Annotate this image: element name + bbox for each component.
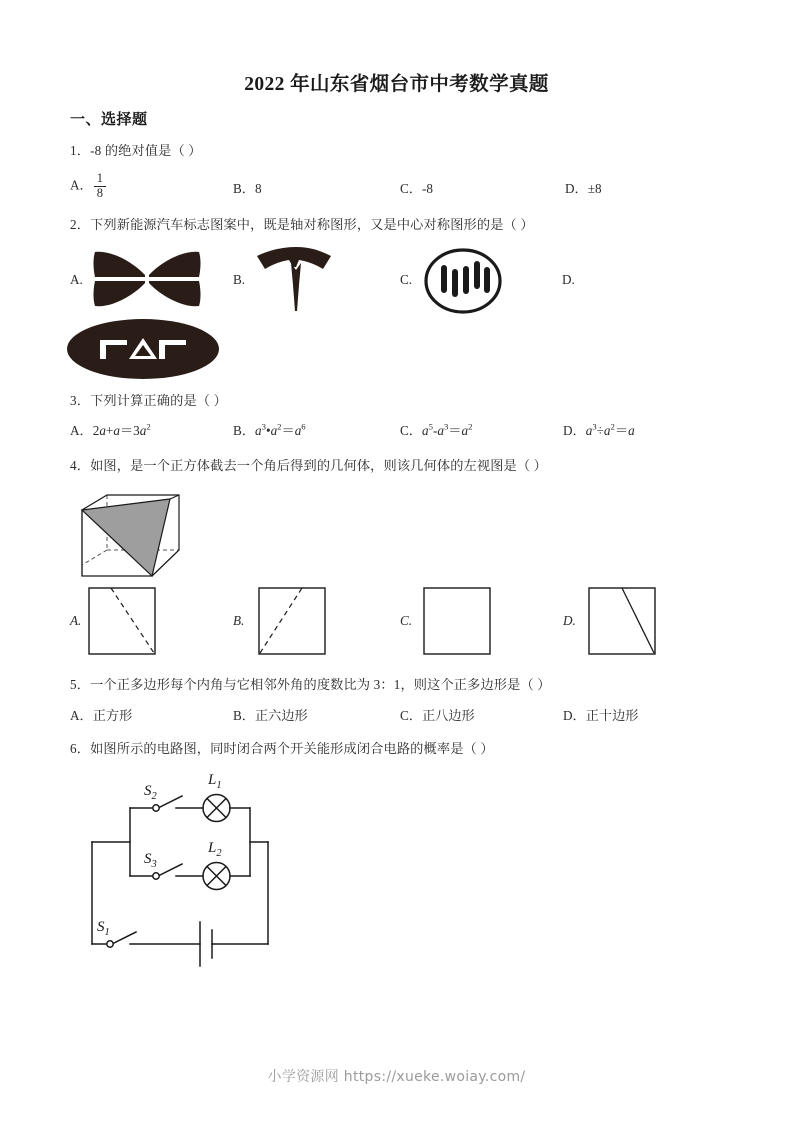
cut-cube-solid bbox=[74, 477, 192, 583]
q4-option-c-label: C. bbox=[400, 613, 413, 628]
q2-option-d-label: D. bbox=[562, 272, 575, 287]
q3-option-b: B．$a^3•a^2=a^6$ bbox=[233, 421, 306, 438]
q2-option-b-label: B. bbox=[233, 272, 246, 287]
page-title: 2022 年山东省烟台市中考数学真题 bbox=[244, 74, 549, 95]
square-dashed-diagonal-up bbox=[258, 587, 326, 655]
fraction-denominator: 8 bbox=[94, 186, 106, 201]
circle-bars-logo bbox=[423, 248, 503, 314]
q4-option-b-label: B. bbox=[233, 613, 245, 628]
circuit-label-L1: $L_1$ bbox=[208, 772, 222, 791]
circuit-label-S3: $S_3$ bbox=[144, 851, 157, 870]
q5-option-b: B．正六边形 bbox=[233, 708, 308, 723]
question-1-stem: 1．‐8 的绝对值是（ ） bbox=[70, 143, 202, 158]
square-dashed-diagonal-down bbox=[88, 587, 156, 655]
q2-option-c-label: C. bbox=[400, 272, 413, 287]
circuit-diagram bbox=[72, 768, 320, 990]
fraction-numerator: 1 bbox=[96, 171, 103, 185]
question-6-stem: 6．如图所示的电路图，同时闭合两个开关能形成闭合电路的概率是（ ） bbox=[70, 741, 494, 756]
q3-option-d: D．$a^3\div a^2=a$ bbox=[563, 421, 635, 438]
question-2-stem: 2．下列新能源汽车标志图案中，既是轴对称图形，又是中心对称图形的是（ ） bbox=[70, 217, 534, 232]
q5-option-d: D．正十边形 bbox=[563, 708, 639, 723]
q5-option-a: A．正方形 bbox=[70, 708, 133, 723]
circuit-label-S1: $S_1$ bbox=[97, 919, 110, 938]
q1-option-a bbox=[70, 172, 107, 200]
question-4-stem: 4．如图，是一个正方体截去一个角后得到的几何体，则该几何体的左视图是（ ） bbox=[70, 458, 547, 473]
q4-option-a-label: A. bbox=[70, 613, 82, 628]
q1-option-d: D．±8 bbox=[565, 181, 602, 196]
q5-option-c: C．正八边形 bbox=[400, 708, 475, 723]
square-plain bbox=[423, 587, 491, 655]
q2-option-a-label: A. bbox=[70, 272, 83, 287]
q3-option-c: C．$a^5‐a^3=a^2$ bbox=[400, 421, 473, 438]
oval-byd-logo bbox=[67, 318, 219, 380]
q4-option-d-label: D. bbox=[563, 613, 576, 628]
fraction-one-eighth bbox=[94, 172, 106, 200]
section-heading: 一、选择题 bbox=[70, 112, 148, 128]
q1-option-a-label: A． bbox=[70, 177, 93, 193]
tesla-logo bbox=[255, 245, 337, 313]
question-3-stem: 3．下列计算正确的是（ ） bbox=[70, 393, 227, 408]
circuit-label-S2: $S_2$ bbox=[144, 783, 157, 802]
q1-option-b: B．8 bbox=[233, 181, 262, 196]
q1-option-c: C．‐8 bbox=[400, 181, 433, 196]
circuit-label-L2: $L_2$ bbox=[208, 840, 222, 859]
square-solid-diagonal bbox=[588, 587, 656, 655]
q3-option-a: A．$2a+a=3a^2$ bbox=[70, 421, 151, 438]
butterfly-logo bbox=[93, 248, 201, 310]
question-5-stem: 5．一个正多边形每个内角与它相邻外角的度数比为 3：1，则这个正多边形是（ ） bbox=[70, 677, 551, 692]
footer-watermark: 小学资源网 https://xueke.woiay.com/ bbox=[267, 1069, 526, 1085]
